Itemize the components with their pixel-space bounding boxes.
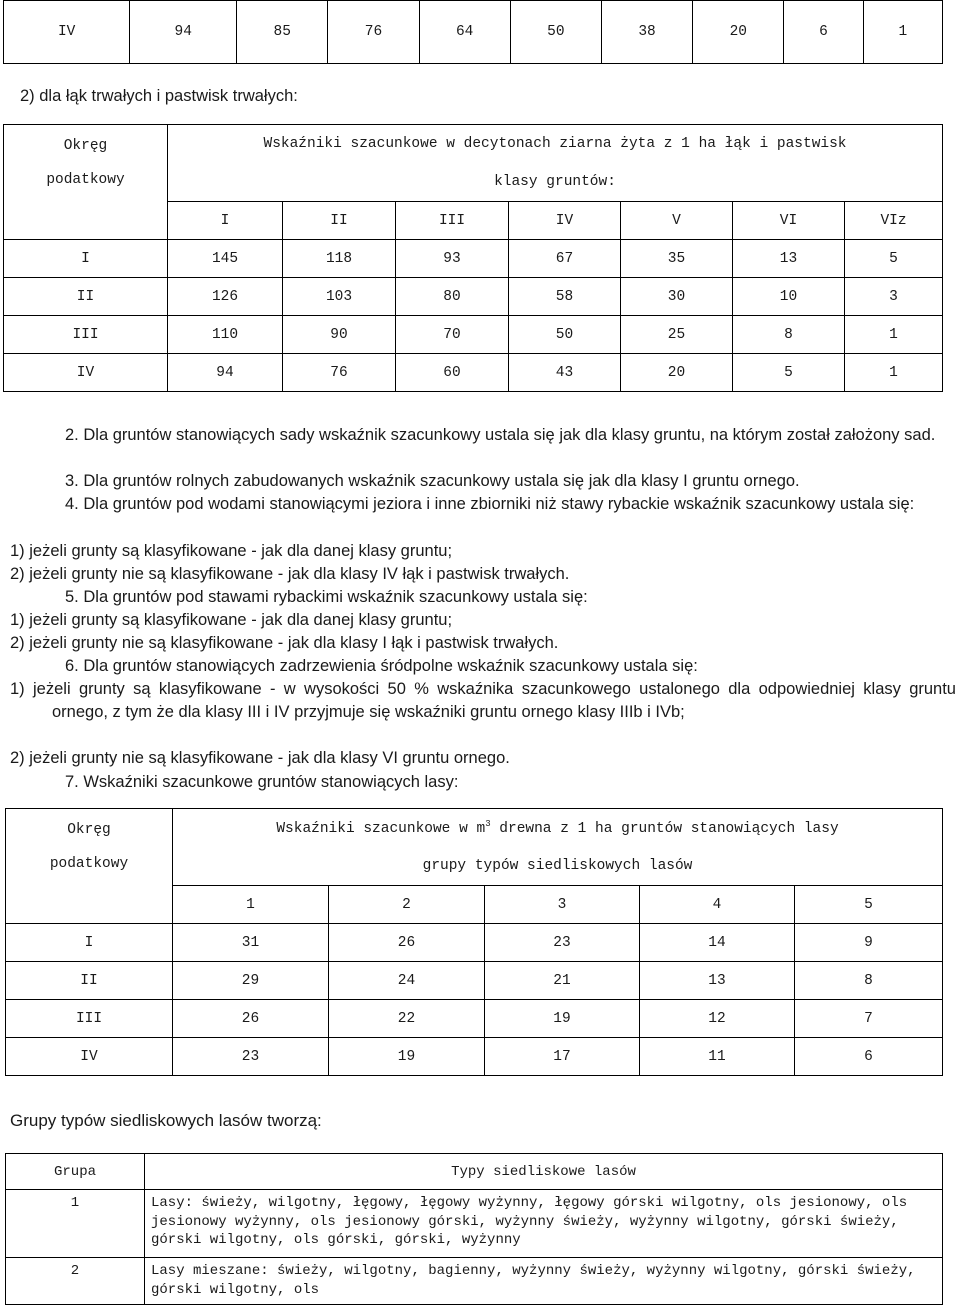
- list-item-4-1: 1) jeżeli grunty są klasyfikowane - jak dla danej klasy gruntu;: [10, 542, 453, 560]
- header-text: podatkowy: [49, 856, 129, 873]
- table-cell: [4, 202, 168, 240]
- table-cell: 64: [419, 1, 510, 64]
- table-cell: 3: [845, 278, 943, 316]
- table-cell: 31: [173, 924, 329, 962]
- list-item-5-2: 2) jeżeli grunty nie są klasyfikowane - jak dla klasy I łąk i pastwisk trwałych.: [10, 634, 559, 652]
- table-header-row: [4, 125, 943, 164]
- header-text: Okręg: [67, 822, 111, 839]
- list-item-6-2: 2) jeżeli grunty nie są klasyfikowane - jak dla klasy VI gruntu ornego.: [10, 749, 510, 767]
- table-cell: 118: [283, 240, 396, 278]
- table-cell: 1: [845, 316, 943, 354]
- arable-table-last-row: [3, 0, 943, 64]
- class-header: VIz: [845, 202, 943, 240]
- table-cell: 12: [640, 1000, 795, 1038]
- class-header: II: [283, 202, 396, 240]
- table-cell: 80: [396, 278, 509, 316]
- table-row: [4, 278, 943, 316]
- table-cell: Lasy: świeży, wilgotny, łęgowy, łęgowy wyżynny, łęgowy górski wilgotny, ols jesionowy, ols jesionowy wyżynny, ols jesionowy górski, wyżynny świeży, wyżynny wilgotny, górski świeży, górski wilgotny, ols górski, górski, wyżynny: [145, 1190, 943, 1258]
- paragraph-text: Dla gruntów rolnych zabudowanych wskaźnik szacunkowy ustala się jak dla klasy I gruntu ornego.: [83, 472, 800, 490]
- column-header-group: Grupa: [6, 1154, 145, 1190]
- table-cell: 8: [733, 316, 845, 354]
- table-row: [4, 1, 943, 64]
- table-cell: 10: [733, 278, 845, 316]
- table-cell: 8: [795, 962, 943, 1000]
- table-cell: 5: [733, 354, 845, 392]
- paragraph-2: [10, 424, 956, 447]
- table-row: [6, 924, 943, 962]
- table-cell: 17: [485, 1038, 640, 1076]
- table-header-row: [6, 809, 943, 848]
- table-cell: 94: [168, 354, 283, 392]
- table-cell: 19: [329, 1038, 485, 1076]
- table-cell: Lasy mieszane: świeży, wilgotny, bagienny, wyżynny świeży, wyżynny wilgotny, górski świeży, górski wilgotny, ols: [145, 1258, 943, 1305]
- table-cell: 1: [6, 1190, 145, 1258]
- table-cell: IV: [6, 1038, 173, 1076]
- site-types-table: [5, 1153, 943, 1305]
- table-cell: 24: [329, 962, 485, 1000]
- table-cell: III: [4, 316, 168, 354]
- table-cell: 5: [845, 240, 943, 278]
- table-cell: II: [6, 962, 173, 1000]
- table-cell: 1: [845, 354, 943, 392]
- table-cell: 35: [621, 240, 733, 278]
- table-cell: 50: [510, 1, 601, 64]
- header-text: Wskaźniki szacunkowe w m: [276, 821, 486, 838]
- table-cell: 76: [328, 1, 419, 64]
- table-header-row: [6, 1154, 943, 1190]
- table-cell: 90: [283, 316, 396, 354]
- meadows-table: [3, 124, 943, 392]
- column-header-groups: grupy typów siedliskowych lasów: [173, 848, 943, 886]
- table-cell: 85: [237, 1, 328, 64]
- header-text: drewna z 1 ha gruntów stanowiących lasy: [490, 821, 839, 838]
- table-cell: 14: [640, 924, 795, 962]
- paragraph-number: 6.: [65, 657, 79, 675]
- table-cell: I: [6, 924, 173, 962]
- group-header: 3: [485, 886, 640, 924]
- class-header: III: [396, 202, 509, 240]
- table-cell: 22: [329, 1000, 485, 1038]
- column-header-district: [4, 125, 168, 202]
- table-cell: 6: [795, 1038, 943, 1076]
- table-cell: 13: [640, 962, 795, 1000]
- list-item-6-1: 1) jeżeli grunty są klasyfikowane - w wysokości 50 % wskaźnika szacunkowego ustalonego dla odpowiedniej klasy gruntu ornego, z tym że dla klasy III i IV przyjmuje się wskaźniki gruntu ornego klasy IIIb i IVb;: [10, 680, 956, 721]
- table-cell: IV: [4, 1, 130, 64]
- column-header-indicators: Wskaźniki szacunkowe w decytonach ziarna żyta z 1 ha łąk i pastwisk: [168, 125, 943, 164]
- paragraph-text: Dla gruntów pod wodami stanowiącymi jeziora i inne zbiorniki niż stawy rybackie wskaźnik szacunkowy ustala się:: [83, 495, 915, 513]
- paragraph-text: Dla gruntów stanowiących sady wskaźnik szacunkowy ustala się jak dla klasy gruntu, na którym został założony sad.: [83, 426, 936, 444]
- table-cell: 103: [283, 278, 396, 316]
- header-text: podatkowy: [46, 172, 125, 189]
- class-header: V: [621, 202, 733, 240]
- paragraph-number: 4.: [65, 495, 79, 513]
- paragraph-number: 2.: [65, 426, 79, 444]
- paragraph-7: [10, 771, 956, 794]
- table-cell: 20: [693, 1, 784, 64]
- table-cell: 29: [173, 962, 329, 1000]
- table-cell: 70: [396, 316, 509, 354]
- paragraph-number: 5.: [65, 588, 79, 606]
- list-item-4-2: 2) jeżeli grunty nie są klasyfikowane - jak dla klasy IV łąk i pastwisk trwałych.: [10, 565, 570, 583]
- table-row: [6, 1000, 943, 1038]
- table-cell: 1: [863, 1, 942, 64]
- column-header-classes: klasy gruntów:: [168, 164, 943, 202]
- table-cell: 9: [795, 924, 943, 962]
- table-cell: 93: [396, 240, 509, 278]
- table-cell: 20: [621, 354, 733, 392]
- table-cell: 21: [485, 962, 640, 1000]
- table-row: [4, 240, 943, 278]
- column-header-types: Typy siedliskowe lasów: [145, 1154, 943, 1190]
- superscript: 3: [485, 819, 491, 830]
- group-header: 5: [795, 886, 943, 924]
- group-header: 2: [329, 886, 485, 924]
- table-cell: 25: [621, 316, 733, 354]
- table-cell: 23: [485, 924, 640, 962]
- section-heading-groups: Grupy typów siedliskowych lasów tworzą:: [10, 1111, 322, 1130]
- table-cell: 60: [396, 354, 509, 392]
- group-header: 1: [173, 886, 329, 924]
- class-header: I: [168, 202, 283, 240]
- column-header-indicators: [173, 809, 943, 848]
- table-cell: [6, 886, 173, 924]
- forests-table: [5, 808, 943, 1076]
- group-header: 4: [640, 886, 795, 924]
- table-cell: 58: [509, 278, 621, 316]
- table-cell: 7: [795, 1000, 943, 1038]
- table-header-row: [6, 886, 943, 924]
- table-row: [4, 354, 943, 392]
- paragraph-text: Dla gruntów pod stawami rybackimi wskaźnik szacunkowy ustala się:: [83, 588, 588, 606]
- paragraph-number: 3.: [65, 472, 79, 490]
- table-cell: 11: [640, 1038, 795, 1076]
- table-cell: I: [4, 240, 168, 278]
- paragraph-5: [10, 586, 956, 609]
- column-header-district: [6, 809, 173, 886]
- table-row: [4, 316, 943, 354]
- table-row: [6, 1190, 943, 1258]
- paragraph-3: [10, 470, 956, 493]
- table-cell: 26: [173, 1000, 329, 1038]
- paragraph-4: [10, 493, 956, 516]
- table-cell: 43: [509, 354, 621, 392]
- table-cell: 30: [621, 278, 733, 316]
- table-cell: III: [6, 1000, 173, 1038]
- table-row: [6, 1258, 943, 1305]
- table-row: [6, 962, 943, 1000]
- table-cell: 76: [283, 354, 396, 392]
- table-cell: 145: [168, 240, 283, 278]
- table-cell: 67: [509, 240, 621, 278]
- table-cell: 110: [168, 316, 283, 354]
- paragraph-6: [10, 655, 956, 678]
- table-row: [6, 1038, 943, 1076]
- table-cell: 26: [329, 924, 485, 962]
- list-item-5-1: 1) jeżeli grunty są klasyfikowane - jak dla danej klasy gruntu;: [10, 611, 453, 629]
- table-cell: II: [4, 278, 168, 316]
- paragraph-number: 7.: [65, 773, 79, 791]
- table-header-row: [4, 202, 943, 240]
- table-cell: 23: [173, 1038, 329, 1076]
- paragraph-text: Dla gruntów stanowiących zadrzewienia śródpolne wskaźnik szacunkowy ustala się:: [83, 657, 698, 675]
- table-cell: 19: [485, 1000, 640, 1038]
- class-header: VI: [733, 202, 845, 240]
- table-cell: 6: [784, 1, 863, 64]
- header-text: Okręg: [63, 138, 108, 155]
- class-header: IV: [509, 202, 621, 240]
- section-heading-meadows: 2) dla łąk trwałych i pastwisk trwałych:: [20, 87, 298, 105]
- table-cell: 2: [6, 1258, 145, 1305]
- table-cell: 13: [733, 240, 845, 278]
- table-cell: 94: [130, 1, 237, 64]
- table-cell: 38: [601, 1, 692, 64]
- paragraph-text: Wskaźniki szacunkowe gruntów stanowiących lasy:: [83, 773, 459, 791]
- table-cell: IV: [4, 354, 168, 392]
- table-cell: 50: [509, 316, 621, 354]
- table-cell: 126: [168, 278, 283, 316]
